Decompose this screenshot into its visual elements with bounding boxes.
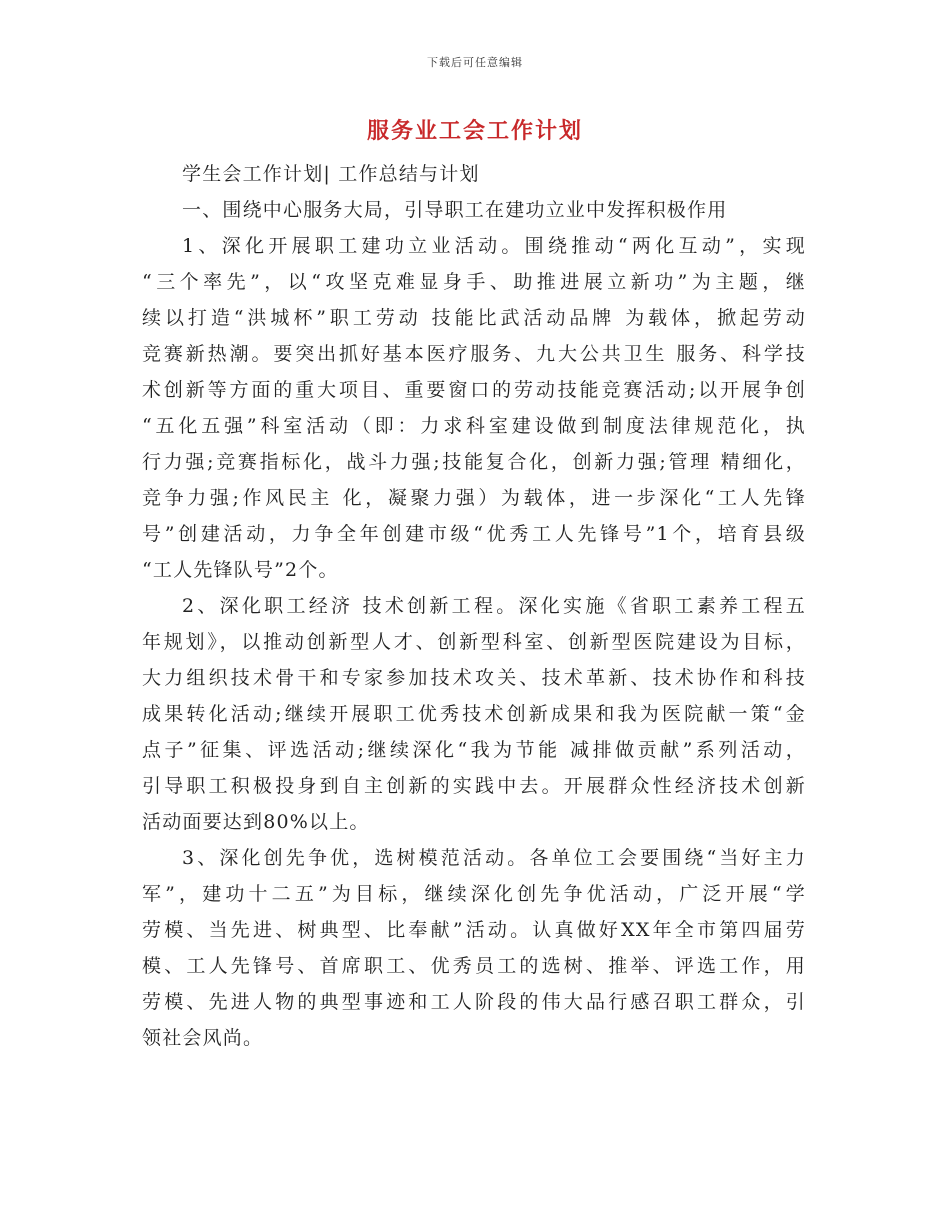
text-line: 活动面要达到80%以上。 [142, 811, 370, 833]
text-line: “工人先锋队号”2个。 [142, 559, 339, 581]
text-line: 1、深化开展职工建功立业活动。围绕推动“两化互动”，实现 [182, 235, 806, 257]
text-line: 模、工人先锋号、首席职工、优秀员工的选树、推举、评选工作，用 [142, 955, 806, 977]
text-line: 劳模、先进人物的典型事迹和工人阶段的伟大品行感召职工群众，引 [142, 991, 806, 1013]
text-line: 行力强;竞赛指标化，战斗力强;技能复合化，创新力强;管理 精细化， [142, 451, 806, 473]
text-line: 点子”征集、评选活动;继续深化“我为节能 减排做贡献”系列活动， [142, 739, 806, 761]
text-line: 成果转化活动;继续开展职工优秀技术创新成果和我为医院献一策“金 [142, 703, 806, 725]
text-line: “三个率先”，以“攻坚克难显身手、助推进展立新功”为主题，继 [142, 271, 806, 293]
text-line: 大力组织技术骨干和专家参加技术攻关、技术革新、技术协作和科技 [142, 667, 806, 689]
text-line: 劳模、当先进、树典型、比奉献”活动。认真做好XX年全市第四届劳 [142, 919, 806, 941]
text-line: “五化五强”科室活动（即：力求科室建设做到制度法律规范化，执 [142, 415, 806, 437]
text-line: 学生会工作计划| 工作总结与计划 [182, 163, 480, 185]
text-line: 引导职工积极投身到自主创新的实践中去。开展群众性经济技术创新 [142, 775, 806, 797]
text-line: 续以打造“洪城杯”职工劳动 技能比武活动品牌 为载体，掀起劳动 [142, 307, 806, 329]
text-line: 2、深化职工经济 技术创新工程。深化实施《省职工素养工程五 [182, 595, 806, 617]
text-line: 号”创建活动，力争全年创建市级“优秀工人先锋号”1个，培育县级 [142, 523, 806, 545]
text-line: 领社会风尚。 [142, 1027, 264, 1049]
document-title: 服务业工会工作计划 [366, 118, 583, 144]
text-line: 军”，建功十二五”为目标，继续深化创先争优活动，广泛开展“学 [142, 883, 806, 905]
text-line: 术创新等方面的重大项目、重要窗口的劳动技能竞赛活动;以开展争创 [142, 379, 806, 401]
text-line: 竞争力强;作风民主 化，凝聚力强）为载体，进一步深化“工人先锋 [142, 487, 806, 509]
text-line: 竞赛新热潮。要突出抓好基本医疗服务、九大公共卫生 服务、科学技 [142, 343, 806, 365]
header-note: 下载后可任意编辑 [427, 56, 523, 69]
text-line: 年规划》，以推动创新型人才、创新型科室、创新型医院建设为目标， [142, 631, 806, 653]
text-line: 3、深化创先争优，选树模范活动。各单位工会要围绕“当好主力 [182, 847, 806, 869]
text-line: 一、围绕中心服务大局，引导职工在建功立业中发挥积极作用 [182, 199, 728, 221]
document-body [142, 156, 806, 1056]
